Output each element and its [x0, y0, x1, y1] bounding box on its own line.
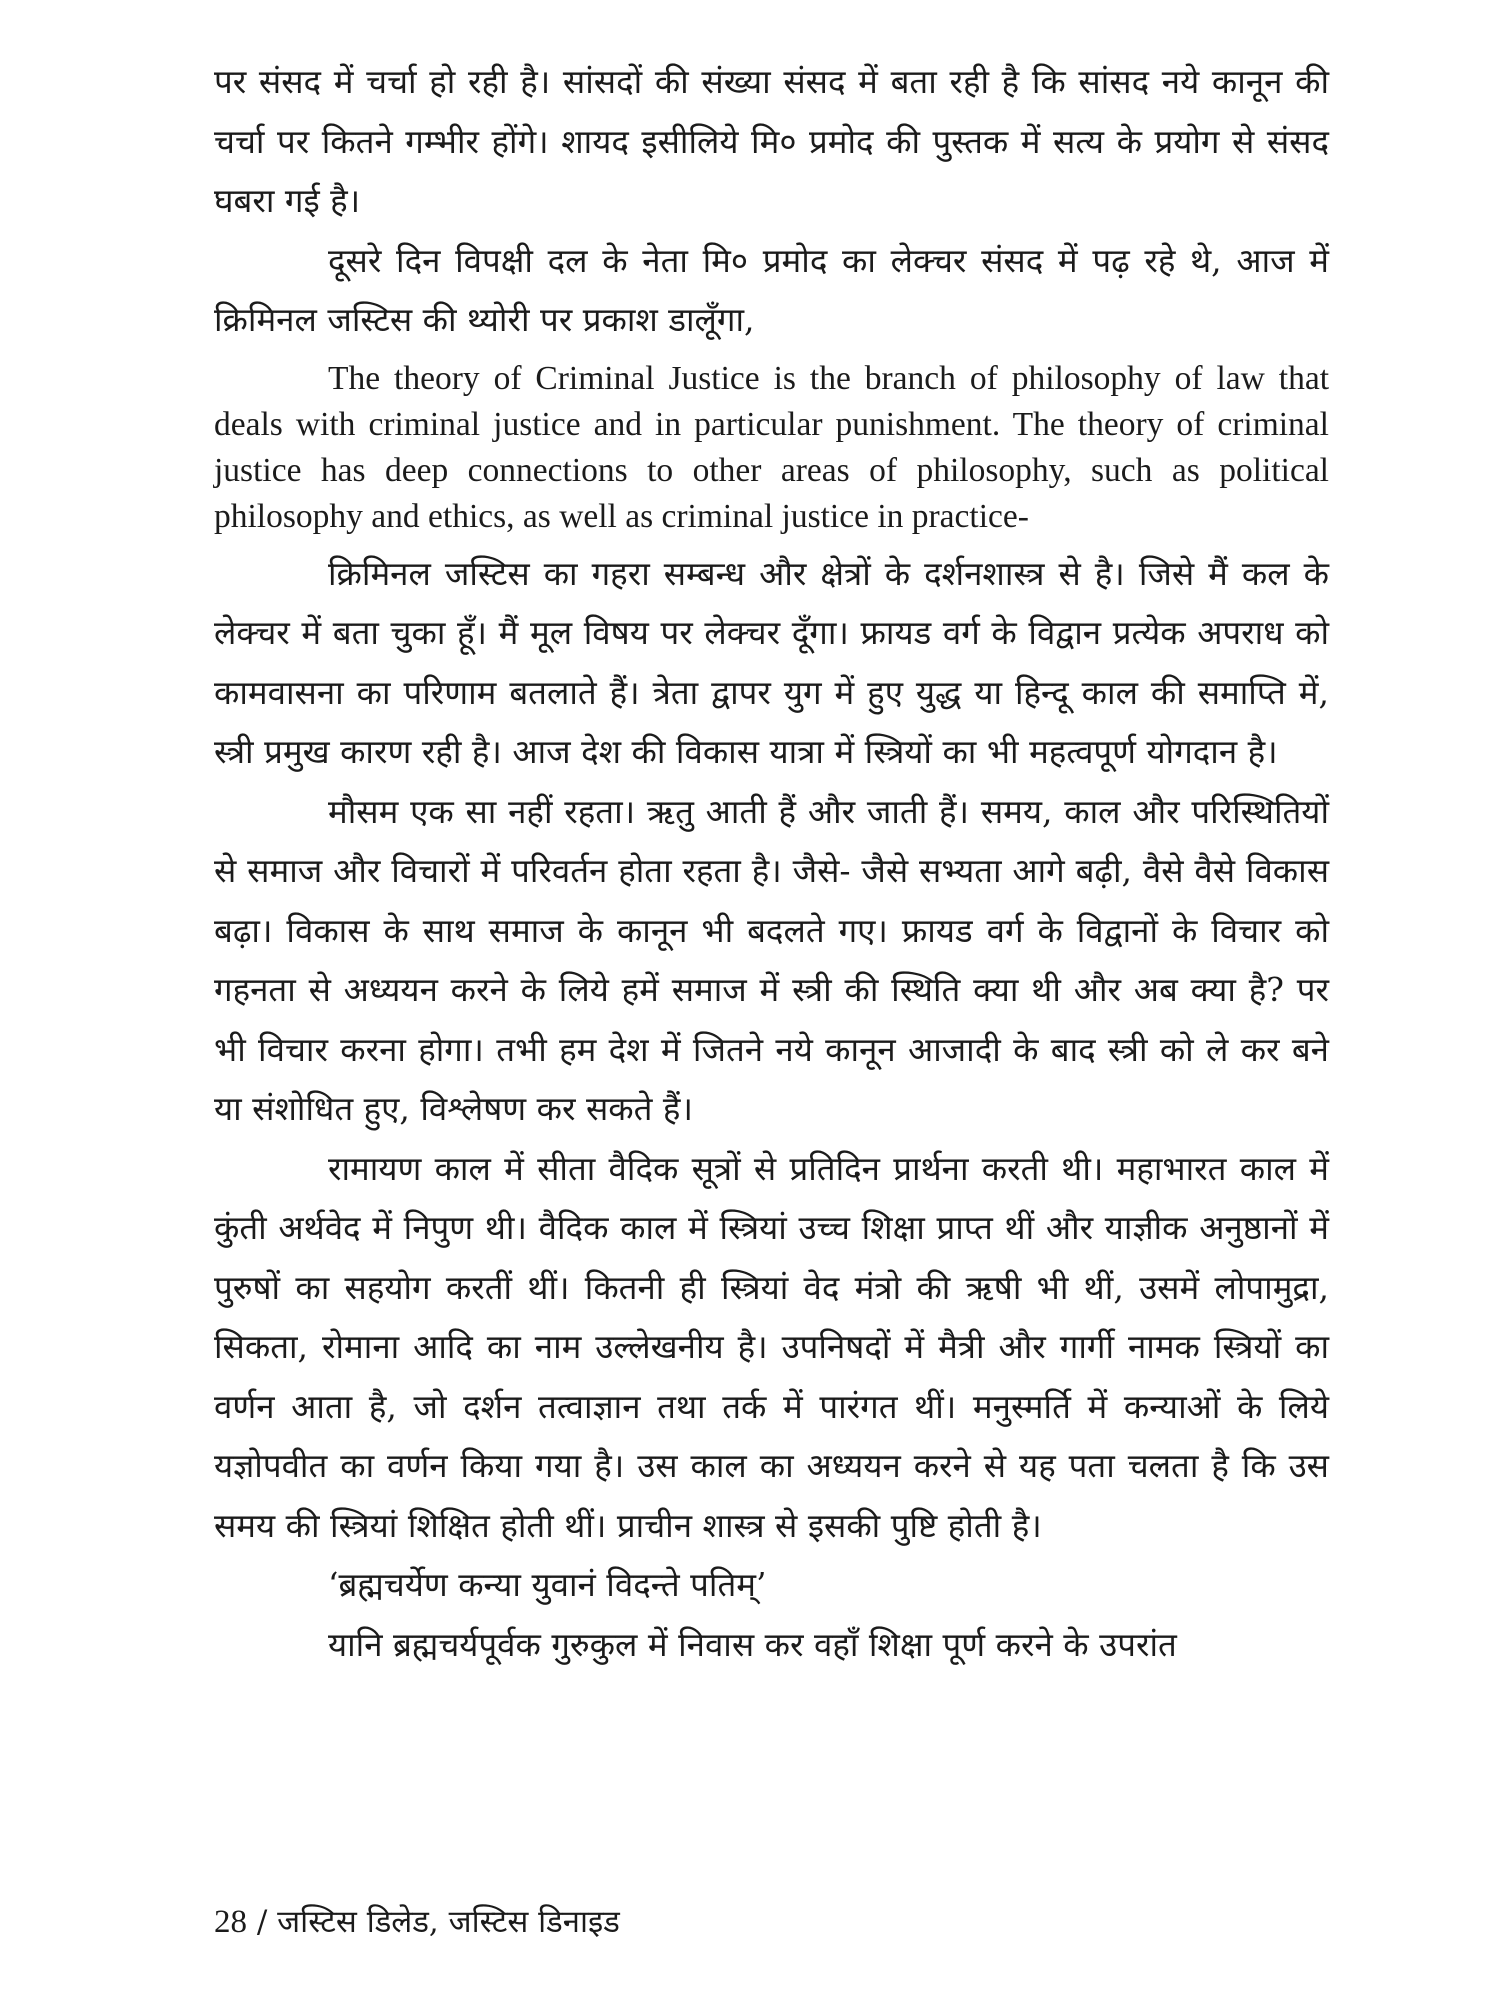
page-body	[214, 52, 1329, 1932]
sanskrit-quote: ‘ब्रह्मचर्येण कन्या युवानं विदन्ते पतिम्’	[328, 1565, 767, 1604]
paragraph-social-change: मौसम एक सा नहीं रहता। ऋतु आती हैं और जाती हैं। समय, काल और परिस्थितियों से समाज और विचारों में परिवर्तन होता रहता है। जैसे- जैसे सभ्यता आगे बढ़ी, वैसे वैसे विकास बढ़ा। विकास के साथ समाज के कानून भी बदलते गए। फ्रायड वर्ग के विद्वानों के विचार को गहनता से अध्ययन करने के लिये हमें समाज में स्त्री की स्थिति क्या थी और अब क्या है? पर भी विचार करना होगा। तभी हम देश में जितने नये कानून आजादी के बाद स्त्री को ले कर बने या संशोधित हुए, विश्लेषण कर सकते हैं।	[214, 791, 1329, 1128]
page-footer	[214, 1902, 620, 1942]
paragraph-freud-theory: क्रिमिनल जस्टिस का गहरा सम्बन्ध और क्षेत्रों के दर्शनशास्त्र से है। जिसे मैं कल के लेक्चर में बता चुका हूँ। मैं मूल विषय पर लेक्चर दूँगा। फ्रायड वर्ग के विद्वान प्रत्येक अपराध को कामवासना का परिणाम बतलाते हैं। त्रेता द्वापर युग में हुए युद्ध या हिन्दू काल की समाप्ति में, स्त्री प्रमुख कारण रही है। आज देश की विकास यात्रा में स्त्रियों का भी महत्वपूर्ण योगदान है।	[214, 553, 1329, 771]
book-title: जस्टिस डिलेड, जस्टिस डिनाइड	[277, 1904, 620, 1940]
page-number: 28	[214, 1904, 247, 1940]
paragraph-parliament-debate: पर संसद में चर्चा हो रही है। सांसदों की संख्या संसद में बता रही है कि सांसद नये कानून की चर्चा पर कितने गम्भीर होंगे। शायद इसीलिये मि० प्रमोद की पुस्तक में सत्य के प्रयोग से संसद घबरा गई है।	[214, 62, 1329, 220]
paragraph-vedic-women: रामायण काल में सीता वैदिक सूत्रों से प्रतिदिन प्रार्थना करती थी। महाभारत काल में कुंती अर्थवेद में निपुण थी। वैदिक काल में स्त्रियां उच्च शिक्षा प्राप्त थीं और याज्ञीक अनुष्ठानों में पुरुषों का सहयोग करतीं थीं। कितनी ही स्त्रियां वेद मंत्रो की ऋषी भी थीं, उसमें लोपामुद्रा, सिकता, रोमाना आदि का नाम उल्लेखनीय है। उपनिषदों में मैत्री और गार्गी नामक स्त्रियों का वर्णन आता है, जो दर्शन तत्वाज्ञान तथा तर्क में पारंगत थीं। मनुस्मर्ति में कन्याओं के लिये यज्ञोपवीत का वर्णन किया गया है। उस काल का अध्ययन करने से यह पता चलता है कि उस समय की स्त्रियां शिक्षित होती थीं। प्राचीन शास्त्र से इसकी पुष्टि होती है।	[214, 1148, 1329, 1545]
paragraph-opposition-lecture: दूसरे दिन विपक्षी दल के नेता मि० प्रमोद का लेक्चर संसद में पढ़ रहे थे, आज में क्रिमिनल जस्टिस की थ्योरी पर प्रकाश डालूँगा,	[214, 240, 1329, 339]
paragraph-criminal-justice-theory: The theory of Criminal Justice is the branch of philosophy of law that deals with criminal justice and in particular punishment. The theory of criminal justice has deep connections to other areas of philosophy, such as political philosophy and ethics, as well as criminal justice in practice-	[214, 359, 1329, 535]
paragraph-gurukul: यानि ब्रह्मचर्यपूर्वक गुरुकुल में निवास कर वहाँ शिक्षा पूर्ण करने के उपरांत	[328, 1624, 1177, 1664]
footer-separator: /	[256, 1904, 268, 1940]
